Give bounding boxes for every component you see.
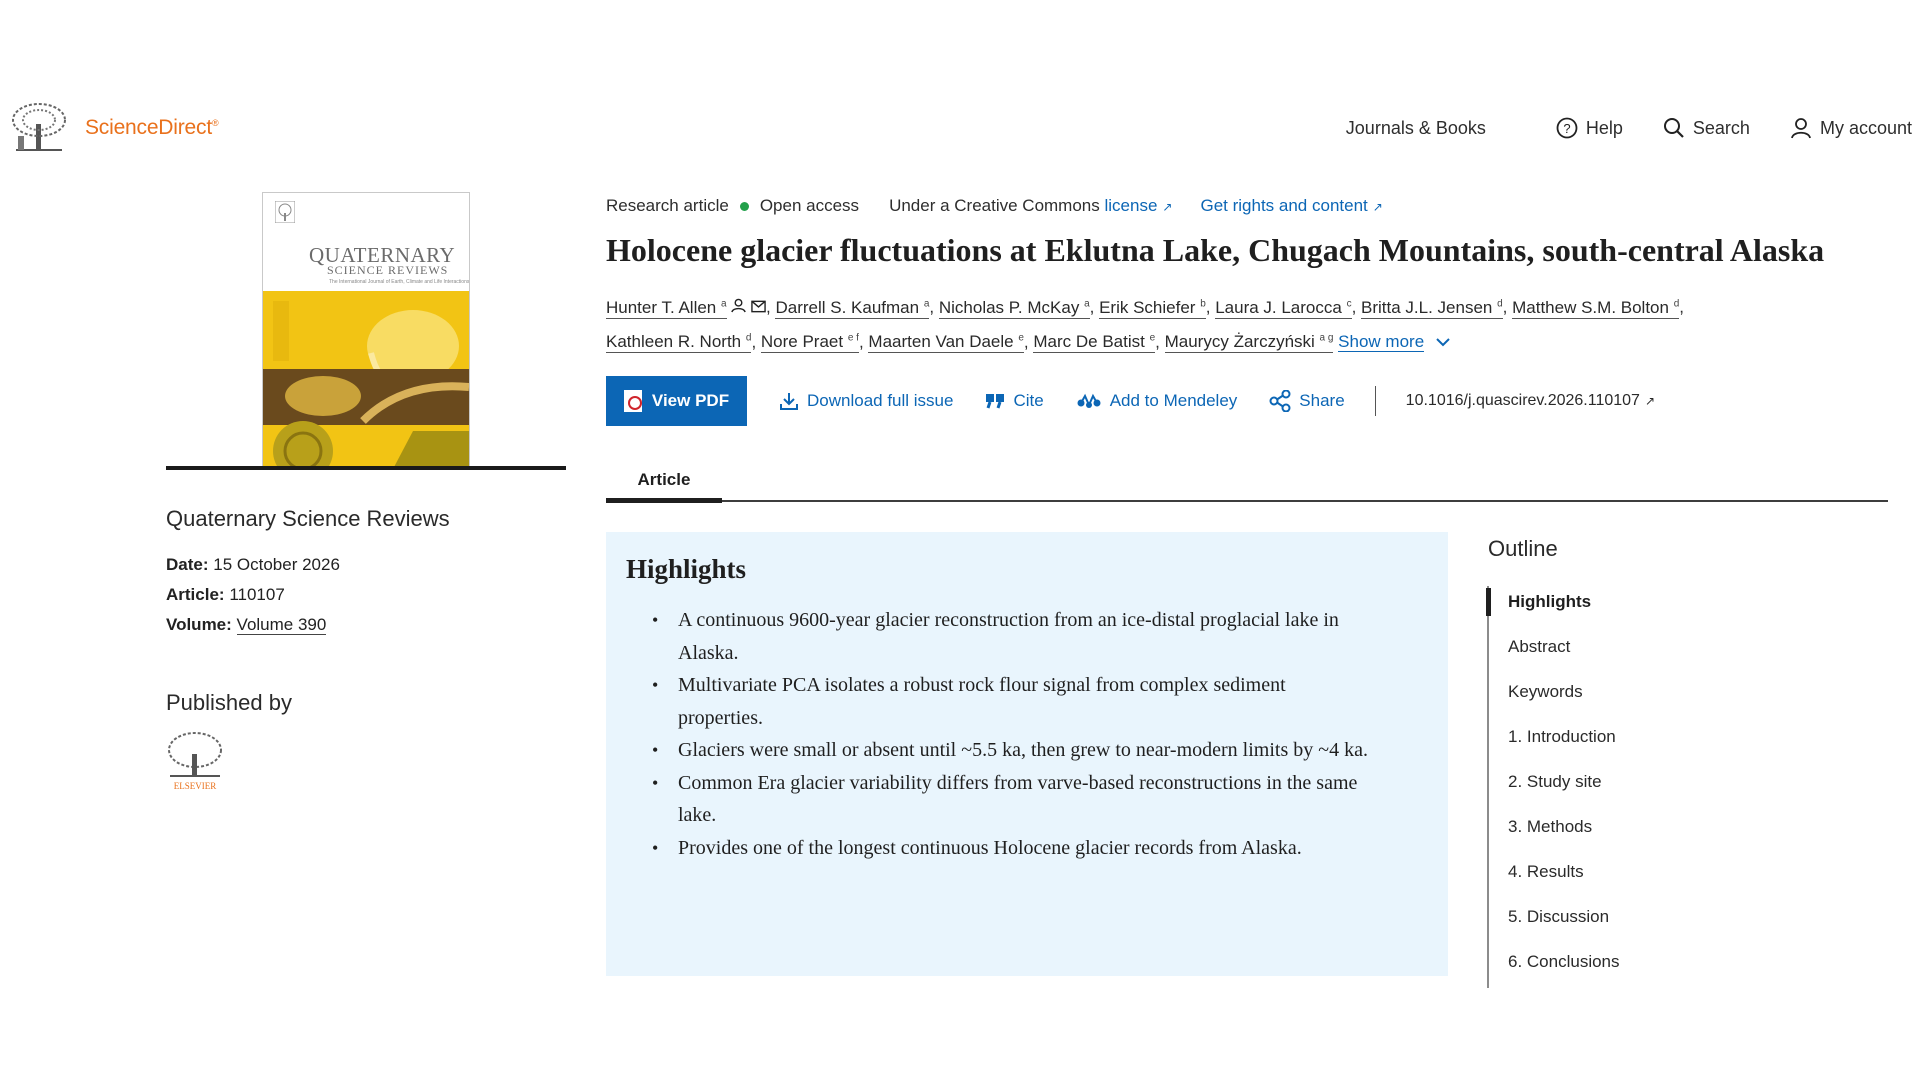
article-toolbar <box>606 376 1655 426</box>
author-affiliation: d <box>1497 298 1503 309</box>
author-name: Maurycy Żarczyński <box>1164 332 1315 352</box>
add-to-mendeley-button[interactable] <box>1076 391 1238 411</box>
svg-text:ELSEVIER: ELSEVIER <box>173 781 217 791</box>
highlights-list <box>652 604 1372 864</box>
author-affiliation: c <box>1346 298 1352 309</box>
my-account-label: My account <box>1819 117 1912 138</box>
author-link[interactable] <box>1512 298 1679 319</box>
license-link[interactable]: license ↗ <box>1104 196 1173 215</box>
author-link[interactable] <box>1033 332 1155 353</box>
author-affiliation: e <box>1018 332 1024 344</box>
date-row <box>166 550 340 580</box>
outline-active-indicator <box>1486 588 1491 616</box>
highlights-heading: Highlights <box>626 554 747 584</box>
issue-metadata <box>166 550 340 640</box>
active-tab-indicator <box>606 498 722 503</box>
help-link[interactable] <box>1556 110 1623 146</box>
journals-books-label: Journals & Books <box>1345 117 1486 138</box>
author-affiliation: a <box>923 298 930 309</box>
cite-button[interactable] <box>985 391 1043 411</box>
email-icon[interactable] <box>751 300 766 313</box>
volume-row <box>166 610 340 640</box>
author-name: Nicholas P. McKay <box>938 297 1080 317</box>
author-name: Darrell S. Kaufman <box>775 297 920 317</box>
author-link[interactable] <box>1099 298 1206 319</box>
tab-bar-line <box>606 500 1888 502</box>
search-label: Search <box>1692 117 1750 138</box>
svg-text:?: ? <box>1563 121 1571 136</box>
author-name: Marc De Batist <box>1033 332 1145 352</box>
open-access-label: Open access <box>759 196 860 215</box>
add-to-mendeley-label: Add to Mendeley <box>1109 391 1238 410</box>
outline-item-conclusions[interactable]: 6. Conclusions <box>1508 952 1620 971</box>
article-number-label: Article: <box>166 585 225 604</box>
author-affiliation: a <box>1084 298 1090 309</box>
journal-name-link[interactable]: Quaternary Science Reviews <box>166 506 450 531</box>
share-button[interactable] <box>1269 390 1344 412</box>
mendeley-icon <box>1076 391 1102 411</box>
top-header <box>0 92 1920 164</box>
outline-item-highlights[interactable]: Highlights <box>1508 592 1592 611</box>
article-title: Holocene glacier fluctuations at Eklutna Lake, Chugach Mountains, south-central Alaska <box>606 232 1825 268</box>
download-issue-label: Download full issue <box>807 391 954 410</box>
cover-divider <box>166 466 566 470</box>
outline-rail <box>1487 586 1489 988</box>
author-contact-icons <box>727 298 766 317</box>
article-meta-line <box>606 196 1383 216</box>
article-number-value: 110107 <box>229 585 285 604</box>
author-affiliation: a g <box>1319 332 1334 344</box>
search-icon <box>1663 117 1685 139</box>
author-link[interactable] <box>1165 332 1334 353</box>
article-number-row <box>166 580 340 610</box>
external-link-icon: ↗ <box>1372 200 1383 214</box>
outline-list <box>1508 588 1620 993</box>
download-icon <box>779 391 799 411</box>
highlight-item: • Multivariate PCA isolates a robust rock flour signal from complex sediment properties. <box>652 669 1372 734</box>
cover-mammoth-artwork <box>263 291 470 468</box>
author-link[interactable] <box>1215 298 1351 319</box>
journal-cover-image[interactable] <box>262 192 470 468</box>
volume-link[interactable]: Volume 390 <box>236 615 327 634</box>
author-link[interactable] <box>1361 298 1503 319</box>
author-link[interactable] <box>775 298 929 319</box>
show-more-authors-button[interactable] <box>1338 332 1451 351</box>
download-issue-button[interactable] <box>779 391 953 411</box>
author-name: Matthew S.M. Bolton <box>1512 297 1669 317</box>
journals-books-link[interactable] <box>1346 110 1486 146</box>
outline-item-methods[interactable]: 3. Methods <box>1508 817 1593 836</box>
search-link[interactable] <box>1663 110 1750 146</box>
outline-item-keywords[interactable]: Keywords <box>1508 682 1583 701</box>
date-value: 15 October 2026 <box>213 555 340 574</box>
volume-label: Volume: <box>166 615 232 634</box>
author-affiliation: a <box>721 298 727 309</box>
quote-icon <box>985 391 1005 411</box>
show-more-label: Show more <box>1338 332 1425 352</box>
user-icon <box>1790 117 1812 139</box>
my-account-link[interactable] <box>1790 110 1912 146</box>
article-type: Research article <box>606 196 729 215</box>
author-list: Hunter T. Allen $^a$ , Darrell S. Kaufman $^a$, Nicholas P. McKay $^a$, Erik Schiefer $^b$, Laura J. Larocca $^c$, Britta J.L. Jensen $^d$, Matthew S.M. Bolton $^d$, Kathleen R. North $^d$, Nore Praet $^{e f}$, Maarten Van Daele $^e$, Marc De Batist $^e$, Maurycy Żarczyński $^{a g}$ Show more <box>606 297 1684 352</box>
external-link-icon: ↗ <box>1644 394 1655 408</box>
author-name: Nore Praet <box>760 332 844 352</box>
help-icon <box>1556 117 1578 139</box>
cover-elsevier-icon <box>275 201 295 223</box>
license-prefix: Under a Creative Commons <box>889 196 1100 215</box>
author-name: Kathleen R. North <box>606 332 742 352</box>
help-label: Help <box>1585 117 1623 138</box>
author-affiliation: b <box>1200 298 1206 309</box>
highlight-item: • A continuous 9600-year glacier reconstruction from an ice-distal proglacial lake in Alaska. <box>652 604 1372 669</box>
view-pdf-label: View PDF <box>651 391 730 410</box>
cover-subtitle: SCIENCE REVIEWS <box>327 263 449 277</box>
doi-link[interactable]: 10.1016/j.quascirev.2026.110107 ↗ <box>1405 392 1655 409</box>
outline-item-introduction[interactable]: 1. Introduction <box>1508 727 1616 746</box>
author-name: Laura J. Larocca <box>1215 297 1342 317</box>
view-pdf-button[interactable] <box>606 376 747 426</box>
toolbar-divider <box>1375 386 1376 416</box>
author-link[interactable] <box>868 332 1024 353</box>
chevron-down-icon <box>1435 337 1451 347</box>
external-link-icon: ↗ <box>1162 200 1173 214</box>
top-nav <box>1306 110 1912 146</box>
cover-header <box>263 193 470 291</box>
author-name: Hunter T. Allen <box>606 297 717 317</box>
published-by-heading: Published by <box>166 690 292 715</box>
author-link[interactable] <box>761 332 859 353</box>
author-name: Erik Schiefer <box>1099 297 1196 317</box>
author-name: Britta J.L. Jensen <box>1361 297 1493 317</box>
share-label: Share <box>1299 391 1345 410</box>
highlight-item: • Common Era glacier variability differs from varve-based reconstructions in the same lake. <box>652 767 1372 832</box>
author-name: Maarten Van Daele <box>868 332 1014 352</box>
share-icon <box>1269 390 1291 412</box>
author-link[interactable] <box>606 298 727 319</box>
elsevier-publisher-logo-icon[interactable] <box>166 730 224 792</box>
highlight-item: • Glaciers were small or absent until ~5.5 ka, then grew to near-modern limits by ~4 ka. <box>652 734 1372 767</box>
highlights-box <box>606 532 1448 976</box>
outline-item-study-site[interactable]: 2. Study site <box>1508 772 1602 791</box>
author-link[interactable] <box>606 332 751 353</box>
open-access-dot-icon <box>740 202 749 211</box>
person-icon[interactable] <box>731 298 746 313</box>
author-affiliation: e f <box>847 332 859 344</box>
author-affiliation: e <box>1149 332 1156 344</box>
tab-article[interactable]: Article <box>637 470 691 489</box>
outline-heading: Outline <box>1488 536 1558 561</box>
highlight-item: • Provides one of the longest continuous Holocene glacier records from Alaska. <box>652 832 1372 865</box>
author-affiliation: d <box>1673 298 1680 309</box>
outline-item-results[interactable]: 4. Results <box>1508 862 1584 881</box>
author-affiliation: d <box>745 332 752 344</box>
outline-item-abstract[interactable]: Abstract <box>1508 637 1571 656</box>
date-label: Date: <box>166 555 209 574</box>
rights-link[interactable]: Get rights and content ↗ <box>1200 196 1383 215</box>
cite-label: Cite <box>1013 391 1044 410</box>
sciencedirect-brand[interactable]: ScienceDirect® <box>85 116 219 139</box>
outline-item-discussion[interactable]: 5. Discussion <box>1508 907 1610 926</box>
elsevier-tree-logo-icon[interactable] <box>10 102 68 154</box>
author-link[interactable] <box>939 298 1090 319</box>
cover-tagline: The International Journal of Earth, Climate and Life Interactions <box>329 279 470 285</box>
pdf-icon <box>624 390 642 412</box>
cover-title: QUATERNARY <box>309 243 456 267</box>
